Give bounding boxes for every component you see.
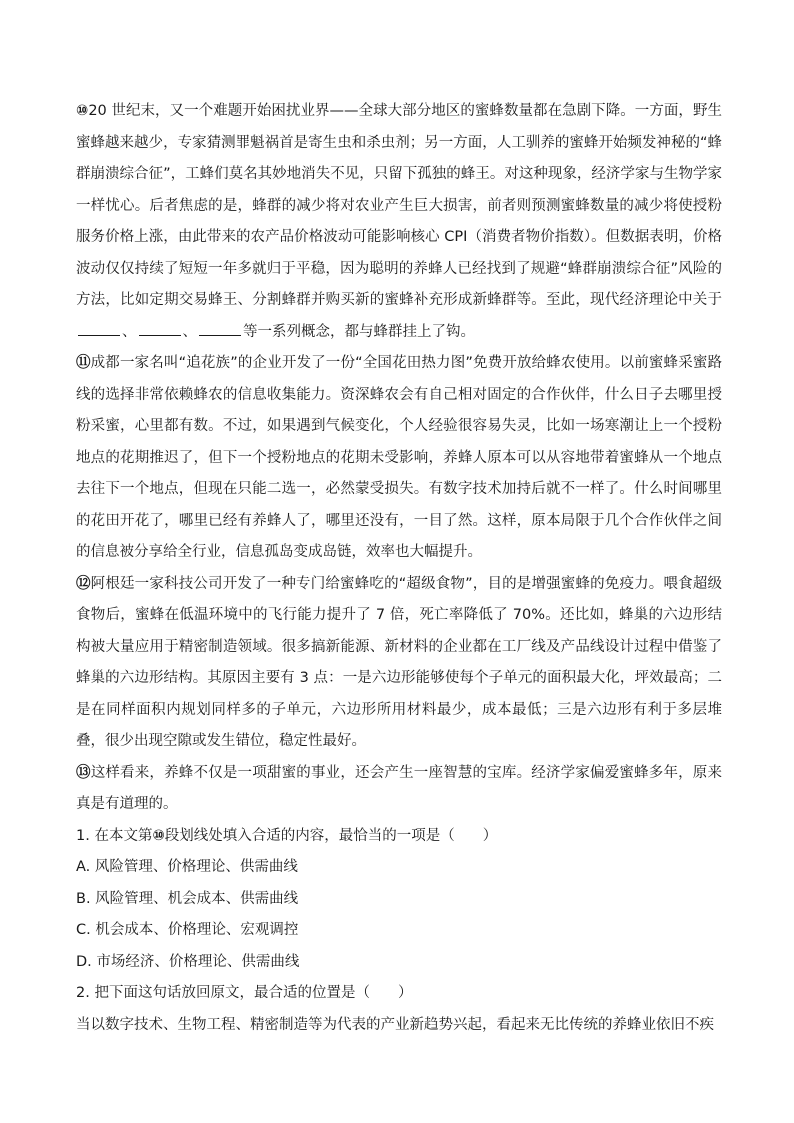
question-1-stem-b: 段划线处填入合适的内容，最恰当的一项是（ bbox=[164, 827, 455, 844]
question-1-option-d[interactable]: D. 市场经济、价格理论、供需曲线 bbox=[76, 953, 300, 970]
question-2-stem-c: ） bbox=[397, 985, 413, 1001]
answer-blank-3[interactable] bbox=[199, 334, 241, 336]
question-1-stem bbox=[76, 821, 722, 853]
paragraph-number-12: ⑫ bbox=[76, 575, 91, 592]
paragraph-13-text: 这样看来，养蜂不仅是一项甜蜜的事业，还会产生一座智慧的宝库。经济学家偏爱蜜蜂多年，原来真是有道理的。 bbox=[76, 764, 722, 812]
question-1-paragraph-ref: ⑩ bbox=[152, 827, 165, 844]
answer-blank-1[interactable] bbox=[78, 334, 120, 336]
question-2-stem-a: 2. 把下面这句话放回原文，最合适的位置是（ bbox=[76, 985, 370, 1001]
paragraph-11 bbox=[76, 348, 722, 569]
paragraph-number-13: ⑬ bbox=[76, 764, 91, 781]
question-1-option-c[interactable]: C. 机会成本、价格理论、宏观调控 bbox=[76, 922, 299, 938]
paragraph-12-text: 阿根廷一家科技公司开发了一种专门给蜜蜂吃的“超级食物”，目的是增强蜜蜂的免疫力。喂食超级食物后，蜜蜂在低温环境中的飞行能力提升了 7 倍，死亡率降低了 70%。还比如，蜂巢的六边形结构被大量应用于精密制造领域。很多搞新能源、新材料的企业都在工厂线及产品线设计过程中借鉴了蜂巢的六边形结构。其原因主要有 3 点：一是六边形能够使每个子单元的面积最大化，坪效最高；二是在同样面积内规划同样多的子单元，六边形所用材料最少，成本最低；三是六边形有利于多层堆叠，很少出现空隙或发生错位，稳定性最好。 bbox=[76, 575, 722, 749]
blank-separator-2: 、 bbox=[182, 323, 197, 340]
question-1-option-a[interactable]: A. 风险管理、价格理论、供需曲线 bbox=[76, 859, 298, 875]
question-1-option-b[interactable]: B. 风险管理、机会成本、供需曲线 bbox=[76, 890, 299, 907]
question-2-sentence: 当以数字技术、生物工程、精密制造等为代表的产业新趋势兴起，看起来无比传统的养蜂业依旧不疾 bbox=[76, 1016, 714, 1033]
question-1-stem-c: ） bbox=[482, 827, 498, 844]
paragraph-10-text-a: 20 世纪末，又一个难题开始困扰业界——全球大部分地区的蜜蜂数量都在急剧下降。一方面，野生蜜蜂越来越少，专家猜测罪魁祸首是寄生虫和杀虫剂；另一方面，人工驯养的蜜蜂开始频发神秘的“蜂群崩溃综合征”，工蜂们莫名其妙地消失不见，只留下孤独的蜂王。对这种现象，经济学家与生物学家一样忧心。后者焦虑的是，蜂群的减少将对农业产生巨大损害，前者则预测蜜蜂数量的减少将使授粉服务价格上涨，由此带来的农产品价格波动可能影响核心 CPI（消费者物价指数）。但数据表明，价格波动仅仅持续了短短一年多就归于平稳，因为聪明的养蜂人已经找到了规避“蜂群崩溃综合征”风险的方法，比如定期交易蜂王、分割蜂群并购买新的蜜蜂补充形成新蜂群等。至此，现代经济理论中关于 bbox=[76, 103, 723, 308]
question-2-stem bbox=[76, 978, 722, 1010]
question-1-stem-a: 1. 在本文第 bbox=[76, 827, 153, 844]
paragraph-11-text: 成都一家名叫“追花族”的企业开发了一份“全国花田热力图”免费开放给蜂农使用。以前蜜蜂采蜜路线的选择非常依赖蜂农的信息收集能力。资深蜂农会有自己相对固定的合作伙伴，什么日子去哪里授粉采蜜，心里都有数。不过，如果遇到气候变化，个人经验很容易失灵，比如一场寒潮让上一个授粉地点的花期推迟了，但下一个授粉地点的花期未受影响，养蜂人原本可以从容地带着蜜蜂从一个地点去往下一个地点，但现在只能二选一，必然蒙受损失。有数字技术加持后就不一样了。什么时间哪里的花田开花了，哪里已经有养蜂人了，哪里还没有，一目了然。这样，原本局限于几个合作伙伴之间的信息被分享给全行业，信息孤岛变成岛链，效率也大幅提升。 bbox=[76, 355, 722, 560]
paragraph-13 bbox=[76, 758, 722, 821]
paragraph-12 bbox=[76, 569, 722, 758]
paragraph-10-text-b: 等一系列概念，都与蜂群挂上了钩。 bbox=[243, 323, 475, 340]
paragraph-number-10: ⑩ bbox=[76, 103, 89, 119]
paragraph-10 bbox=[76, 96, 722, 348]
document-page bbox=[76, 96, 722, 1041]
paragraph-number-11: ⑪ bbox=[76, 355, 91, 371]
answer-blank-2[interactable] bbox=[139, 334, 181, 336]
blank-separator-1: 、 bbox=[122, 323, 137, 340]
